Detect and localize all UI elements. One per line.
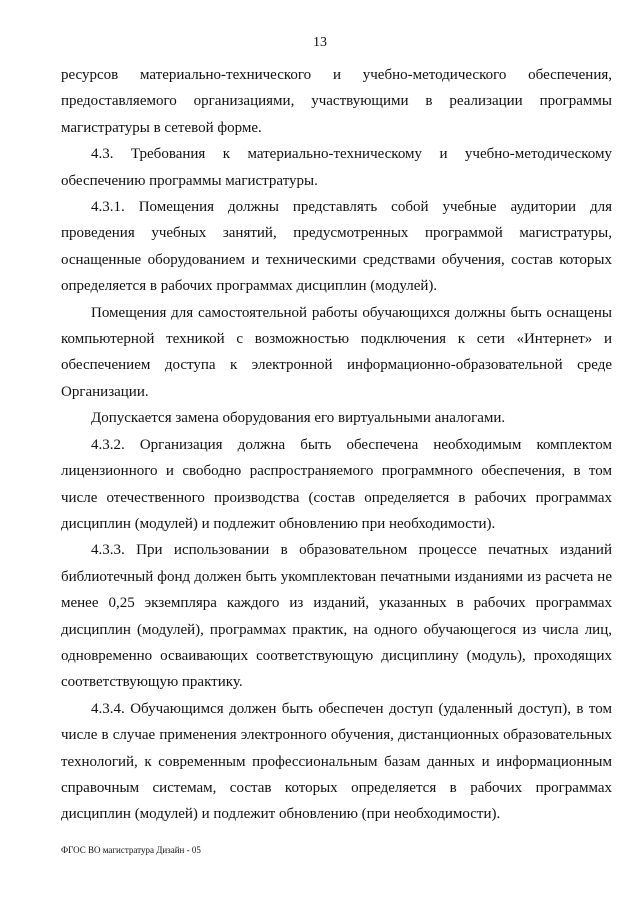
document-body xyxy=(61,62,612,828)
paragraph-4-3-3: 4.3.3. При использовании в образовательном процессе печатных изданий библиотечный фонд должен быть укомплектован печатными изданиями из расчета не менее 0,25 экземпляра каждого из изданий, указанных в рабочих программах дисциплин (модулей), программах практик, на одного обучающегося из числа лиц, одновременно осваивающих соответствующую дисциплину (модуль), проходящих соответствующую практику. xyxy=(61,542,612,691)
paragraph-4-3-2: 4.3.2. Организация должна быть обеспечена необходимым комплектом лицензионного и свободно распространяемого программного обеспечения, в том числе отечественного производства (состав определяется в рабочих программах дисциплин (модулей) и подлежит обновлению при необходимости). xyxy=(61,436,612,532)
paragraph-self-study-rooms: Помещения для самостоятельной работы обучающихся должны быть оснащены компьютерной техникой с возможностью подключения к сети «Интернет» и обеспечением доступа к электронной информационно-образовательной среде Организации. xyxy=(61,304,612,400)
paragraph-4-3: 4.3. Требования к материально-техническому и учебно-методическому обеспечению программы магистратуры. xyxy=(61,146,612,189)
page-footer: ФГОС ВО магистратура Дизайн - 05 xyxy=(61,845,201,855)
paragraph-virtual-analogs: Допускается замена оборудования его виртуальными аналогами. xyxy=(91,410,506,427)
paragraph-4-3-4: 4.3.4. Обучающимся должен быть обеспечен доступ (удаленный доступ), в том числе в случае применения электронного обучения, дистанционных образовательных технологий, к современным профессиональным базам данных и информационным справочным системам, состав которых определяется в рабочих программах дисциплин (модулей) и подлежит обновлению (при необходимости). xyxy=(61,700,612,823)
paragraph-continuation: ресурсов материально-технического и учебно-методического обеспечения, предоставляемого организациями, участвующими в реализации программы магистратуры в сетевой форме. xyxy=(61,67,612,136)
paragraph-4-3-1: 4.3.1. Помещения должны представлять собой учебные аудитории для проведения учебных занятий, предусмотренных программой магистратуры, оснащенные оборудованием и техническими средствами обучения, состав которых определяется в рабочих программах дисциплин (модулей). xyxy=(61,199,612,295)
page-number: 13 xyxy=(313,35,327,50)
